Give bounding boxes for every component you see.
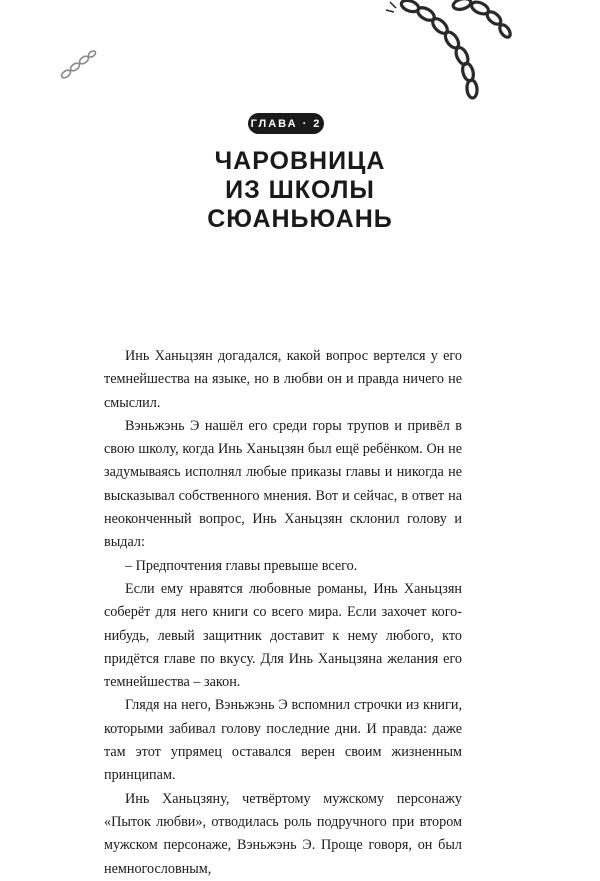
paragraph: Если ему нравятся любовные романы, Инь Ханьцзян соберёт для него книги со всего мира. Если захочет кого-нибудь, левый защитник доставит к нему любого, кто придётся главе по вкусу. Для Инь Ханьцзяна желания его темнейшества – закон. — [104, 580, 462, 691]
paragraph: Инь Ханьцзян догадался, какой вопрос вертелся у его темнейшества на языке, но в любви он и правда ничего не смыслил. — [104, 348, 462, 411]
chapter-label: ГЛАВА · 2 — [248, 113, 324, 134]
chapter-title-line: ИЗ ШКОЛЫ — [225, 176, 375, 204]
paragraph: Вэньжэнь Э нашёл его среди горы трупов и привёл в свою школу, когда Инь Ханьцзян был ещё ребёнком. Он не задумываясь исполнял любые приказы главы и никогда не высказывал собственного мнения. Вот и сейчас, в ответ на неоконченный вопрос, Инь Ханьцзян склонил голову и выдал: — [104, 417, 462, 551]
chapter-title-line: СЮАНЬЮАНЬ — [207, 205, 393, 233]
chapter-title — [0, 147, 600, 234]
paragraph: Глядя на него, Вэньжэнь Э вспомнил строчки из книги, которыми забивал голову последние дни. И правда: даже там этот упрямец оставался верен своим жизненным принципам. — [104, 697, 462, 784]
body-text — [104, 345, 462, 881]
paragraph: Инь Ханьцзяну, четвёртому мужскому персонажу «Пыток любви», отводилась роль подручного при втором мужском персонаже, Вэньжэнь Э. Проще говоря, он был немногословным, — [104, 790, 462, 877]
paragraph: – Предпочтения главы превыше всего. — [125, 557, 358, 574]
chapter-title-line: ЧАРОВНИЦА — [214, 147, 386, 175]
chain-icon — [58, 48, 98, 82]
chain-icon — [380, 0, 520, 110]
